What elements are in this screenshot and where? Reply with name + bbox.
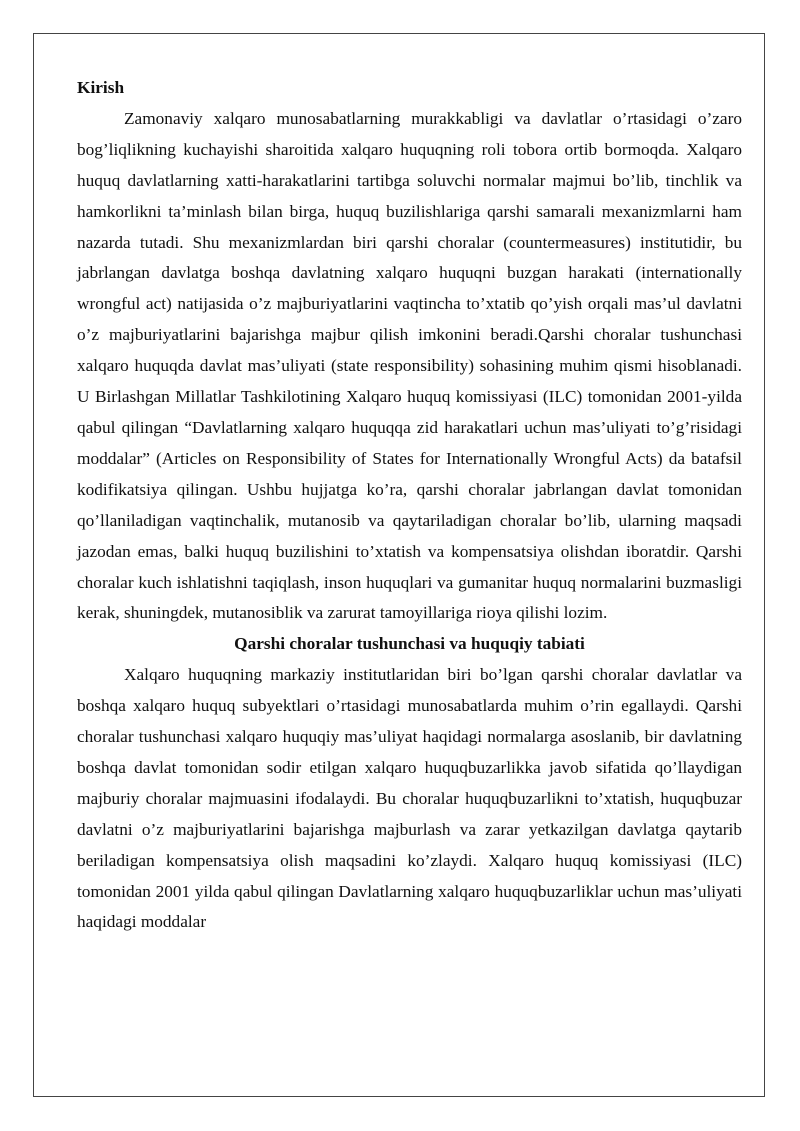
section-paragraph: Xalqaro huquqning markaziy institutlaridan biri bo’lgan qarshi choralar davlatlar va boshqa xalqaro huquq subyektlari o’rtasidagi munosabatlarda muhim o’rin egallaydi. Qarshi choralar tushunchasi xalqaro huquqiy mas’uliyat haqidagi normalarga asoslanib, bir davlatning boshqa davlat tomonidan sodir etilgan xalqaro huquqbuzarlikka javob sifatida qo’llaydigan majburiy choralar majmuasini ifodalaydi. Bu choralar huquqbuzarlikni to’xtatish, huquqbuzar davlatni o’z majburiyatlarini bajarishga majburlash va zarar yetkazilgan davlatga qaytarib beriladigan kompensatsiya olish maqsadini ko’zlaydi. Xalqaro huquq komissiyasi (ILC) tomonidan 2001 yilda qabul qilingan Davlatlarning xalqaro huquqbuzarliklar uchun mas’uliyati haqidagi moddalar — [77, 665, 742, 932]
intro-paragraph: Zamonaviy xalqaro munosabatlarning murakkabligi va davlatlar o’rtasidagi o’zaro bog’liqlikning kuchayishi sharoitida xalqaro huquqning roli tobora ortib bormoqda. Xalqaro huquq davlatlarning xatti-harakatlarini tartibga soluvchi normalar majmui bo’lib, tinchlik va hamkorlikni ta’minlash bilan birga, huquq buzilishlariga qarshi samarali mexanizmlarni ham nazarda tutadi. Shu mexanizmlardan biri qarshi choralar (countermeasures) institutidir, bu jabrlangan davlatga boshqa davlatning xalqaro huquqni buzgan harakati (internationally wrongful act) natijasida o’z majburiyatlarini vaqtincha to’xtatib qo’yish orqali mas’ul davlatni o’z majburiyatlarini bajarishga majbur qilish imkonini beradi.Qarshi choralar tushunchasi xalqaro huquqda davlat mas’uliyati (state responsibility) sohasining muhim qismi hisoblanadi. U Birlashgan Millatlar Tashkilotining Xalqaro huquq komissiyasi (ILC) tomonidan 2001-yilda qabul qilingan “Davlatlarning xalqaro huquqqa zid harakatlari uchun mas’uliyati to’g’risidagi moddalar” (Articles on Responsibility of States for Internationally Wrongful Acts) da batafsil kodifikatsiya qilingan. Ushbu hujjatga ko’ra, qarshi choralar jabrlangan davlat tomonidan qo’llaniladigan vaqtinchalik, mutanosib va qaytariladigan choralar bo’lib, ularning maqsadi jazodan emas, balki huquq buzilishini to’xtatish va kompensatsiya olishdan iboratdir. Qarshi choralar kuch ishlatishni taqiqlash, inson huquqlari va gumanitar huquq normalarini buzmasligi kerak, shuningdek, mutanosiblik va zarurat tamoyillariga rioya qilishi lozim. — [77, 108, 742, 623]
section-heading: Qarshi choralar tushunchasi va huquqiy tabiati — [234, 634, 585, 654]
document-body — [77, 73, 742, 938]
intro-heading: Kirish — [77, 78, 125, 97]
